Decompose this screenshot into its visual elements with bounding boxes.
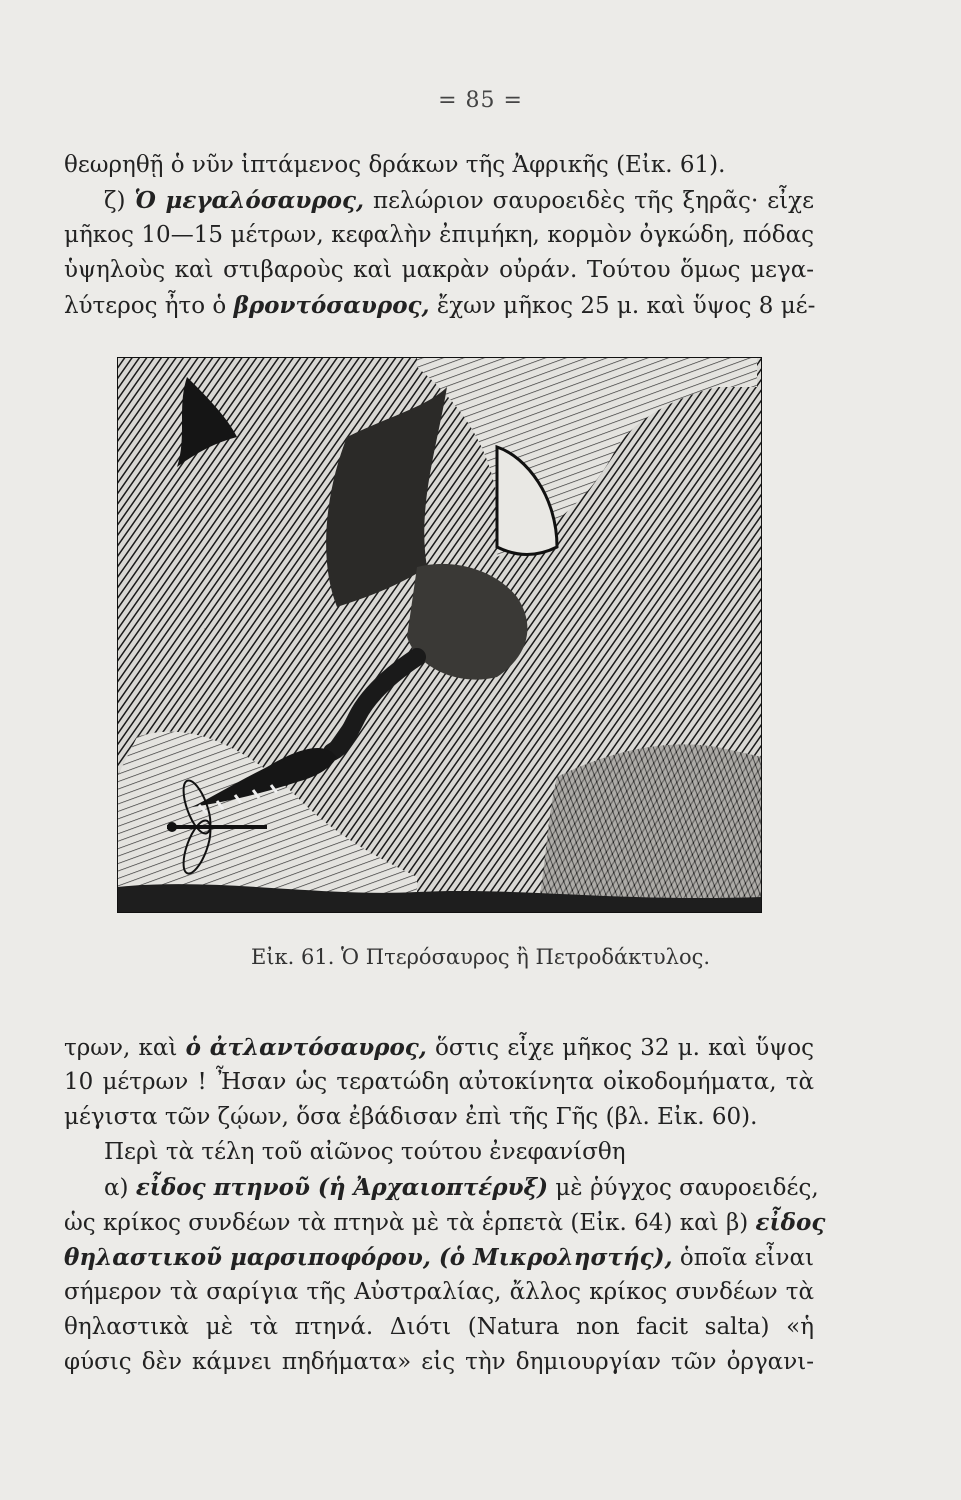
text-line: φύσις δὲν κάμνει πηδήματα» εἰς τὴν δημιουργίαν τῶν ὀργανι- <box>64 1349 814 1375</box>
text-line: τρων, καὶ ὁ ἀτλαντόσαυρος, ὅστις εἶχε μῆκος 32 μ. καὶ ὕψος <box>64 1034 814 1061</box>
text-line: ὑψηλοὺς καὶ στιβαροὺς καὶ μακρὰν οὐράν. Τούτου ὅμως μεγα- <box>64 257 814 283</box>
text-line: Περὶ τὰ τέλη τοῦ αἰῶνος τούτου ἐνεφανίσθη <box>104 1139 626 1165</box>
text-line: θηλαστικὰ μὲ τὰ πτηνά. Διότι (Natura non facit salta) «ἡ <box>64 1314 814 1340</box>
figure-caption: Εἰκ. 61. Ὁ Πτερόσαυρος ἢ Πετροδάκτυλος. <box>250 945 711 969</box>
page-number: = 85 = <box>438 88 523 113</box>
text-line: θεωρηθῇ ὁ νῦν ἱπτάμενος δράκων τῆς Ἀφρικῆς (Εἰκ. 61). <box>64 152 726 178</box>
text-line: 10 μέτρων ! Ἦσαν ὡς τερατώδη αὐτοκίνητα οἰκοδομήματα, τὰ <box>64 1069 814 1095</box>
text-line: ζ) Ὁ μεγαλόσαυρος, πελώριον σαυροειδὲς τῆς ξηρᾶς· εἶχε <box>104 187 814 214</box>
text-line: μῆκος 10—15 μέτρων, κεφαλὴν ἐπιμήκη, κορμὸν ὀγκώδη, πόδας <box>64 222 814 248</box>
bottom-paragraph <box>64 1030 826 1380</box>
text-line: μέγιστα τῶν ζῴων, ὅσα ἐβάδισαν ἐπὶ τῆς Γῆς (βλ. Εἰκ. 60). <box>64 1104 758 1130</box>
text-line: θηλαστικοῦ μαρσιποφόρου, (ὁ Μικροληστής), ὁποῖα εἶναι <box>64 1244 815 1271</box>
top-paragraph <box>64 148 814 323</box>
text-line: α) εἶδος πτηνοῦ (ἡ Ἀρχαιοπτέρυξ) μὲ ῥύγχος σαυροειδές, <box>104 1174 819 1201</box>
text-line: ὡς κρίκος συνδέων τὰ πτηνὰ μὲ τὰ ἑρπετὰ (Εἰκ. 64) καὶ β) εἶδος <box>64 1209 826 1236</box>
pterosaur-engraving <box>117 357 762 913</box>
text-line: σήμερον τὰ σαρίγια τῆς Αὐστραλίας, ἄλλος κρίκος συνδέων τὰ <box>64 1279 814 1305</box>
text-line: λύτερος ἦτο ὁ βροντόσαυρος, ἔχων μῆκος 25 μ. καὶ ὕψος 8 μέ- <box>64 292 816 319</box>
